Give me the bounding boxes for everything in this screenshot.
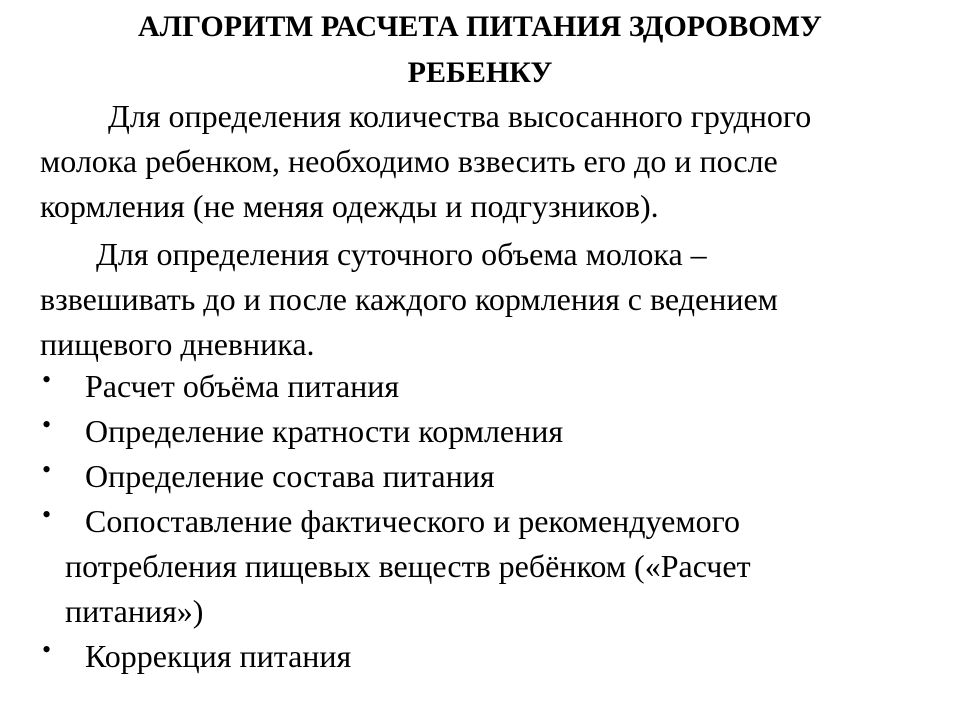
algorithm-steps-list (40, 364, 940, 679)
paragraph-breast-milk-weighing (40, 94, 940, 229)
bullet-icon: • (42, 455, 52, 484)
list-item-text: Коррекция питания (85, 638, 352, 674)
list-item-text-continued: питания») (65, 593, 204, 629)
list-item-correction (40, 634, 940, 679)
paragraph-2-line-3: пищевого дневника. (40, 326, 315, 362)
list-item-volume (40, 364, 940, 409)
list-item-frequency (40, 409, 940, 454)
paragraph-1-line-3: кормления (не меняя одежды и подгузников). (40, 188, 659, 224)
bullet-icon: • (42, 365, 52, 394)
paragraph-1-line-1: Для определения количества высосанного грудного (108, 98, 812, 134)
list-item-text: Определение кратности кормления (85, 413, 564, 449)
bullet-icon: • (42, 410, 52, 439)
list-item-text: Расчет объёма питания (85, 368, 400, 404)
slide-title-line-1: АЛГОРИТМ РАСЧЕТА ПИТАНИЯ ЗДОРОВОМУ (138, 10, 822, 43)
paragraph-2-line-1: Для определения суточного объема молока – (96, 236, 707, 272)
bullet-icon: • (42, 635, 52, 664)
list-item-text: Сопоставление фактического и рекомендуемого (85, 503, 740, 539)
list-item-text-continued: потребления пищевых веществ ребёнком («Расчет (65, 548, 751, 584)
bullet-icon: • (42, 500, 52, 529)
slide-title-line-2: РЕБЕНКУ (407, 56, 553, 89)
list-item-composition (40, 454, 940, 499)
paragraph-2-line-2: взвешивать до и после каждого кормления с ведением (40, 281, 778, 317)
list-item-text: Определение состава питания (85, 458, 495, 494)
paragraph-1-line-2: молока ребенком, необходимо взвесить его до и после (40, 143, 778, 179)
slide-title (40, 4, 920, 96)
paragraph-daily-volume (40, 232, 940, 367)
list-item-comparison (40, 499, 940, 634)
